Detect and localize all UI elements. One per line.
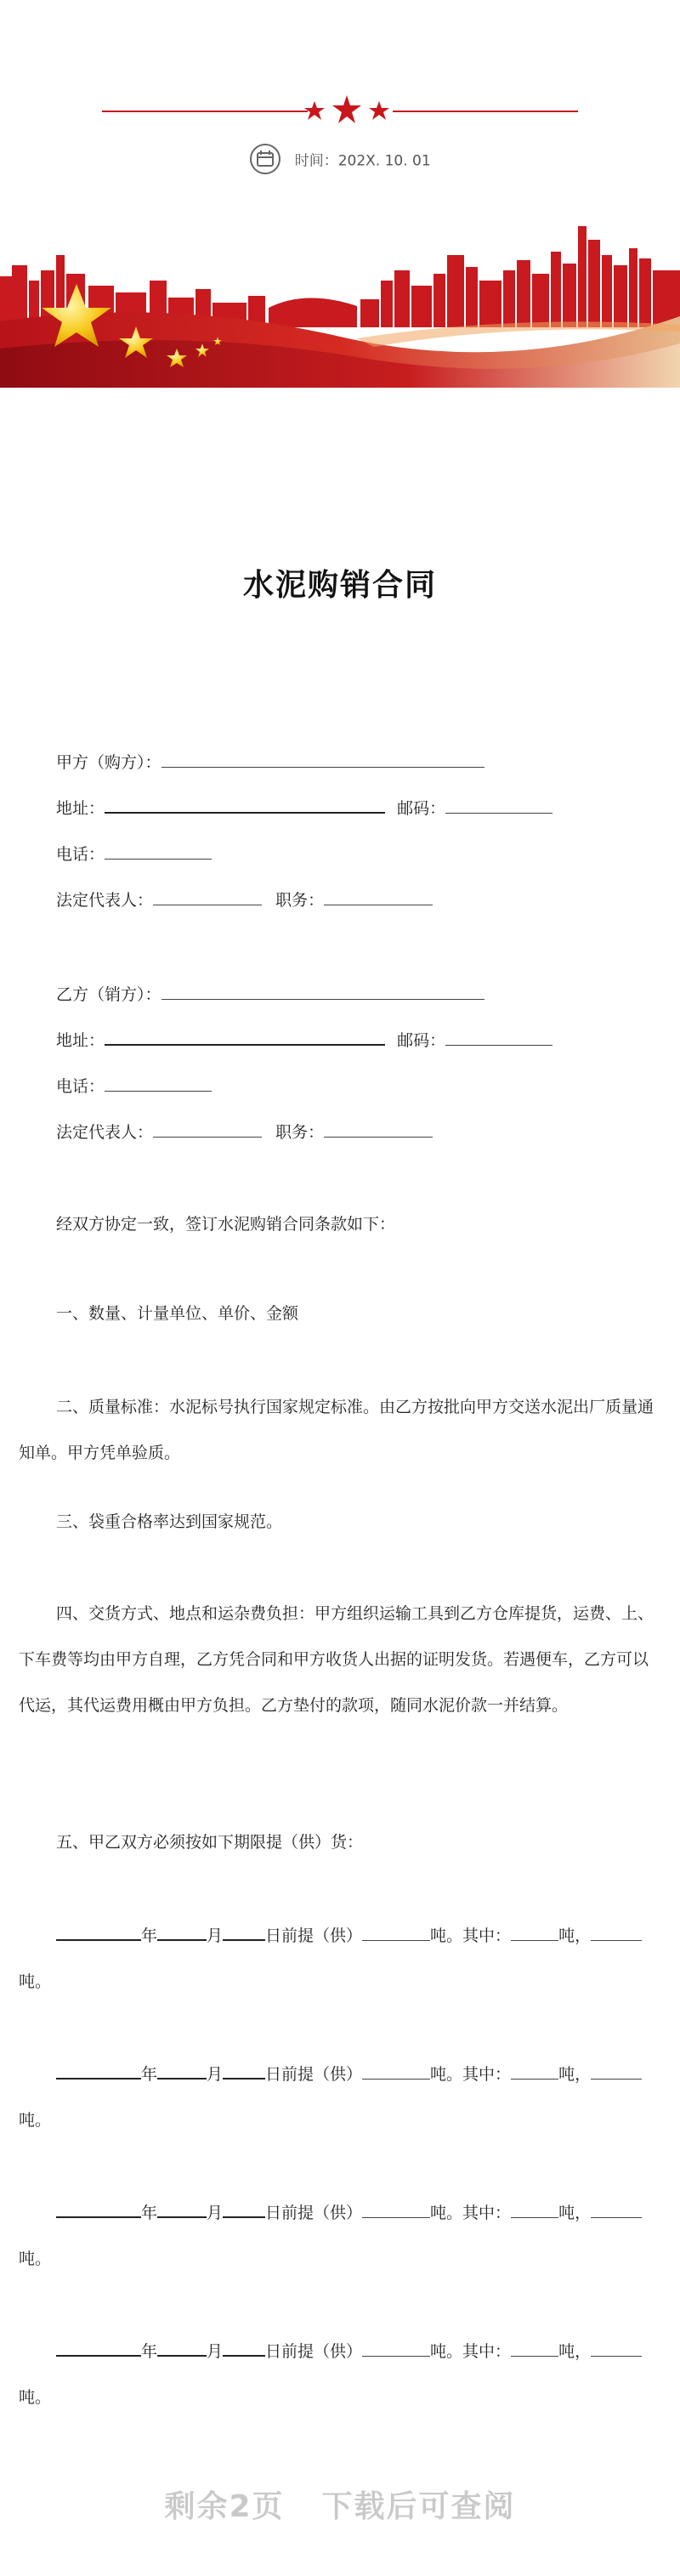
delivery-row: 年 月 日前提（供） 吨。其中： 吨， 吨。	[19, 1913, 661, 2005]
header-banner	[0, 0, 680, 400]
party-b-name-field	[162, 982, 484, 1000]
party-a-rep-field	[153, 888, 262, 905]
delivery-row: 年 月 日前提（供） 吨。其中： 吨， 吨。	[19, 2329, 661, 2420]
party-a-position-label: 职务：	[275, 891, 325, 910]
party-b-rep-label: 法定代表人：	[56, 1123, 154, 1142]
delivery-row: 年 月 日前提（供） 吨。其中： 吨， 吨。	[19, 2190, 661, 2282]
party-b-block	[19, 972, 661, 1155]
party-a-rep-label: 法定代表人：	[56, 891, 154, 910]
party-b-name-label: 乙方（销方）：	[56, 985, 162, 1004]
party-a-phone-field	[105, 842, 212, 860]
party-a-name-label: 甲方（购方）：	[56, 753, 162, 772]
download-hint-label: 下载后可查阅	[321, 2489, 516, 2524]
party-a-phone-label: 电话：	[56, 845, 105, 864]
red-star-icon	[369, 101, 389, 120]
clause-2: 二、质量标准：水泥标号执行国家规定标准。由乙方按批向甲方交送水泥出厂质量通知单。甲方凭单验质。	[19, 1398, 654, 1462]
time-label: 时间：202X. 10. 01	[294, 152, 431, 170]
party-b-address-field	[105, 1027, 385, 1046]
party-b-position-label: 职务：	[275, 1123, 325, 1142]
party-a-block	[19, 740, 661, 923]
download-prompt[interactable]	[0, 2482, 680, 2526]
clause-4: 四、交货方式、地点和运杂费负担：甲方组织运输工具到乙方仓库提货，运费、上、下车费等均由甲方自理，乙方凭合同和甲方收货人出据的证明发货。若遇便车，乙方可以代运，其代运费用概由甲方负担。乙方垫付的款项，随同水泥价款一并结算。	[19, 1604, 654, 1715]
party-b-position-field	[324, 1120, 433, 1138]
delivery-row: 年 月 日前提（供） 吨。其中： 吨， 吨。	[19, 2051, 661, 2143]
party-b-address-label: 地址：	[56, 1031, 105, 1050]
clause-1: 一、数量、计量单位、单价、金额	[56, 1304, 299, 1323]
party-a-zip-label: 邮码：	[397, 799, 446, 818]
clause-3: 三、袋重合格率达到国家规范。	[56, 1512, 283, 1531]
intro-paragraph: 经双方协定一致，签订水泥购销合同条款如下：	[56, 1215, 396, 1234]
remaining-pages-label: 剩余2页	[164, 2489, 285, 2524]
party-b-phone-label: 电话：	[56, 1077, 105, 1096]
party-a-name-field	[162, 750, 484, 768]
party-a-position-field	[324, 888, 433, 905]
header-decoration	[0, 0, 680, 400]
document-title: 水泥购销合同	[242, 568, 437, 603]
party-b-phone-field	[105, 1074, 212, 1092]
party-a-zip-field	[445, 796, 552, 814]
party-b-zip-field	[445, 1028, 552, 1046]
party-a-address-field	[105, 795, 385, 814]
calendar-icon	[249, 143, 281, 175]
party-b-zip-label: 邮码：	[397, 1031, 446, 1050]
party-b-rep-field	[153, 1120, 262, 1138]
red-star-icon	[332, 95, 361, 123]
party-a-address-label: 地址：	[56, 799, 105, 818]
time-row	[0, 143, 680, 175]
clause-5: 五、甲乙双方必须按如下期限提（供）货：	[56, 1833, 364, 1852]
